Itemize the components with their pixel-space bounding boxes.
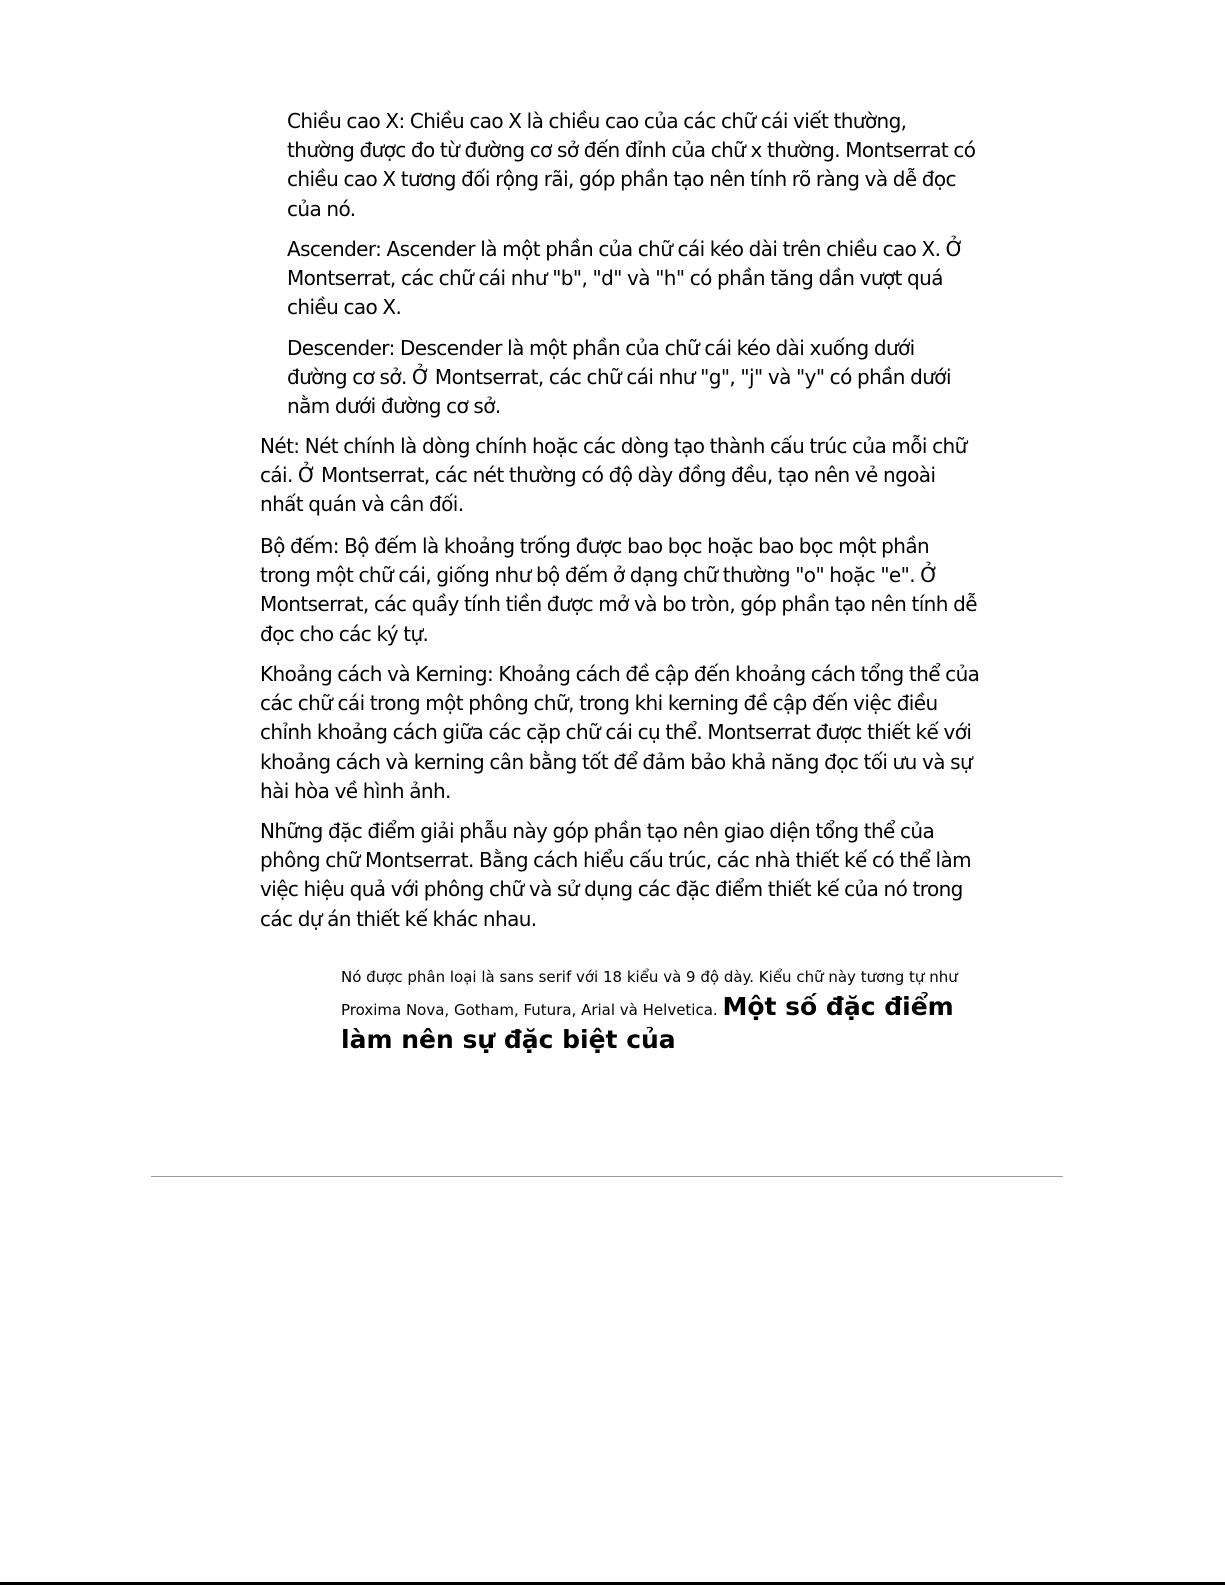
paragraph-spacing: Khoảng cách và Kerning: Khoảng cách đề cập đến khoảng cách tổng thể của các chữ cái trong một phông chữ, trong khi kerning đề cập đến việc điều chỉnh khoảng cách giữa các cặp chữ cái cụ thể. Montserrat được thiết kế với khoảng cách và kerning cân bằng tốt để đảm bảo khả năng đọc tối ưu và sự hài hòa về hình ảnh. bbox=[260, 662, 980, 803]
paragraph-descender: Descender: Descender là một phần của chữ cái kéo dài xuống dưới đường cơ sở. Ở Montserrat, các chữ cái như "g", "j" và "y" có phần dưới nằm dưới đường cơ sở. bbox=[287, 336, 951, 419]
note-heading: Một số đặc điểm làm nên sự đặc biệt của bbox=[341, 992, 954, 1054]
paragraph-x-height: Chiều cao X: Chiều cao X là chiều cao của các chữ cái viết thường, thường được đo từ đường cơ sở đến đỉnh của chữ x thường. Montserrat có chiều cao X tương đối rộng rãi, góp phần tạo nên tính rõ ràng và dễ đọc của nó. bbox=[287, 109, 976, 221]
page-divider bbox=[151, 1176, 1063, 1177]
note-text: Nó được phân loại là sans serif với 18 kiểu và 9 độ dày. Kiểu chữ này tương tự như Proxima Nova, Gotham, Futura, Arial và Helvetica. bbox=[341, 968, 958, 1019]
paragraph-stroke: Nét: Nét chính là dòng chính hoặc các dòng tạo thành cấu trúc của mỗi chữ cái. Ở Montserrat, các nét thường có độ dày đồng đều, tạo nên vẻ ngoài nhất quán và cân đối. bbox=[260, 434, 967, 517]
paragraph-counter: Bộ đếm: Bộ đếm là khoảng trống được bao bọc hoặc bao bọc một phần trong một chữ cái, giống như bộ đếm ở dạng chữ thường "o" hoặc "e". Ở Montserrat, các quầy tính tiền được mở và bo tròn, góp phần tạo nên tính dễ đọc cho các ký tự. bbox=[260, 534, 977, 646]
paragraph-conclusion: Những đặc điểm giải phẫu này góp phần tạo nên giao diện tổng thể của phông chữ Montserrat. Bằng cách hiểu cấu trúc, các nhà thiết kế có thể làm việc hiệu quả với phông chữ và sử dụng các đặc điểm thiết kế của nó trong các dự án thiết kế khác nhau. bbox=[260, 819, 972, 931]
paragraph-ascender: Ascender: Ascender là một phần của chữ cái kéo dài trên chiều cao X. Ở Montserrat, các chữ cái như "b", "d" và "h" có phần tăng dần vượt quá chiều cao X. bbox=[287, 237, 964, 320]
note-block bbox=[341, 962, 981, 1058]
